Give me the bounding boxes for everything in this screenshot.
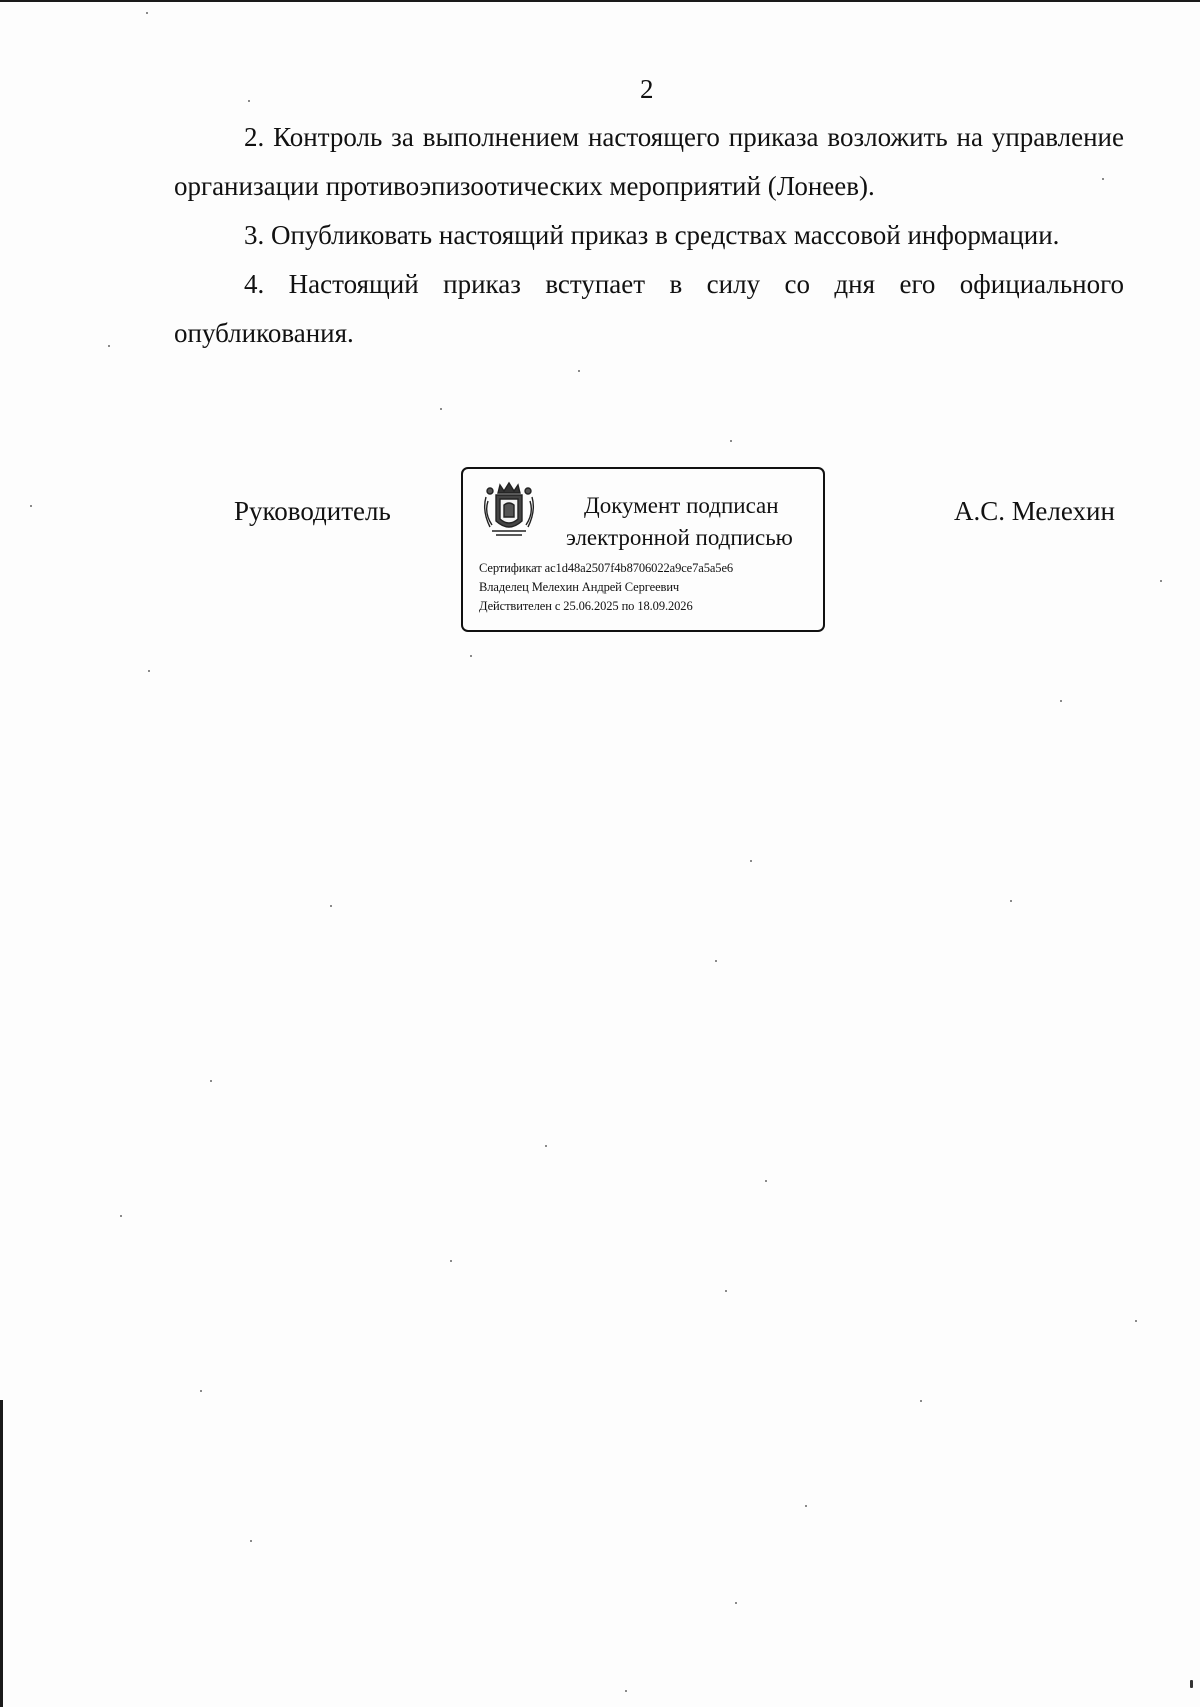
stamp-owner: Владелец Мелехин Андрей Сергеевич — [479, 580, 680, 594]
scan-speck — [1102, 178, 1104, 180]
scan-speck — [330, 905, 332, 907]
scan-speck — [765, 1180, 767, 1182]
signatory-role: Руководитель — [234, 496, 391, 526]
scan-speck — [578, 370, 580, 372]
stamp-certificate: Сертификат ac1d48a2507f4b8706022a9ce7a5a5e6 — [479, 561, 734, 575]
scan-speck — [715, 960, 717, 962]
electronic-signature-stamp — [461, 467, 825, 632]
scan-speck — [625, 1690, 627, 1692]
scan-speck — [108, 345, 110, 347]
scan-speck — [805, 1505, 807, 1507]
paragraph-effective: 4. Настоящий приказ вступает в силу со дня его официального опубликования. — [174, 269, 1124, 348]
scan-speck — [1135, 1320, 1137, 1322]
scan-speck — [450, 1260, 452, 1262]
stamp-validity: Действителен с 25.06.2025 по 18.09.2026 — [479, 599, 693, 613]
scan-edge-top — [0, 0, 1200, 2]
scan-speck — [248, 100, 250, 102]
scan-speck — [30, 505, 32, 507]
page-number: 2 — [640, 74, 654, 104]
scan-speck — [1190, 1680, 1193, 1688]
scan-speck — [1010, 900, 1012, 902]
scan-speck — [1060, 700, 1062, 702]
scan-edge-left — [0, 1400, 3, 1707]
scan-speck — [148, 670, 150, 672]
coat-of-arms-icon — [478, 477, 540, 545]
scan-speck — [750, 860, 752, 862]
scan-speck — [470, 655, 472, 657]
scan-speck — [146, 12, 148, 14]
scan-speck — [735, 1602, 737, 1604]
scan-speck — [120, 1215, 122, 1217]
scan-speck — [730, 440, 732, 442]
scan-speck — [210, 1080, 212, 1082]
paragraph-control: 2. Контроль за выполнением настоящего приказа возложить на управление организации противоэпизоотических мероприятий (Лонеев). — [174, 122, 1124, 201]
scan-speck — [250, 1540, 252, 1542]
scan-speck — [725, 1290, 727, 1292]
scan-speck — [200, 1390, 202, 1392]
scan-speck — [440, 408, 442, 410]
scan-speck — [1160, 580, 1162, 582]
scan-speck — [920, 1400, 922, 1402]
stamp-title-line1: Документ подписан — [584, 493, 779, 518]
scan-speck — [545, 1145, 547, 1147]
paragraph-publish: 3. Опубликовать настоящий приказ в средствах массовой информации. — [244, 220, 1060, 250]
signatory-name: А.С. Мелехин — [954, 496, 1115, 526]
stamp-title-line2: электронной подписью — [566, 525, 793, 550]
